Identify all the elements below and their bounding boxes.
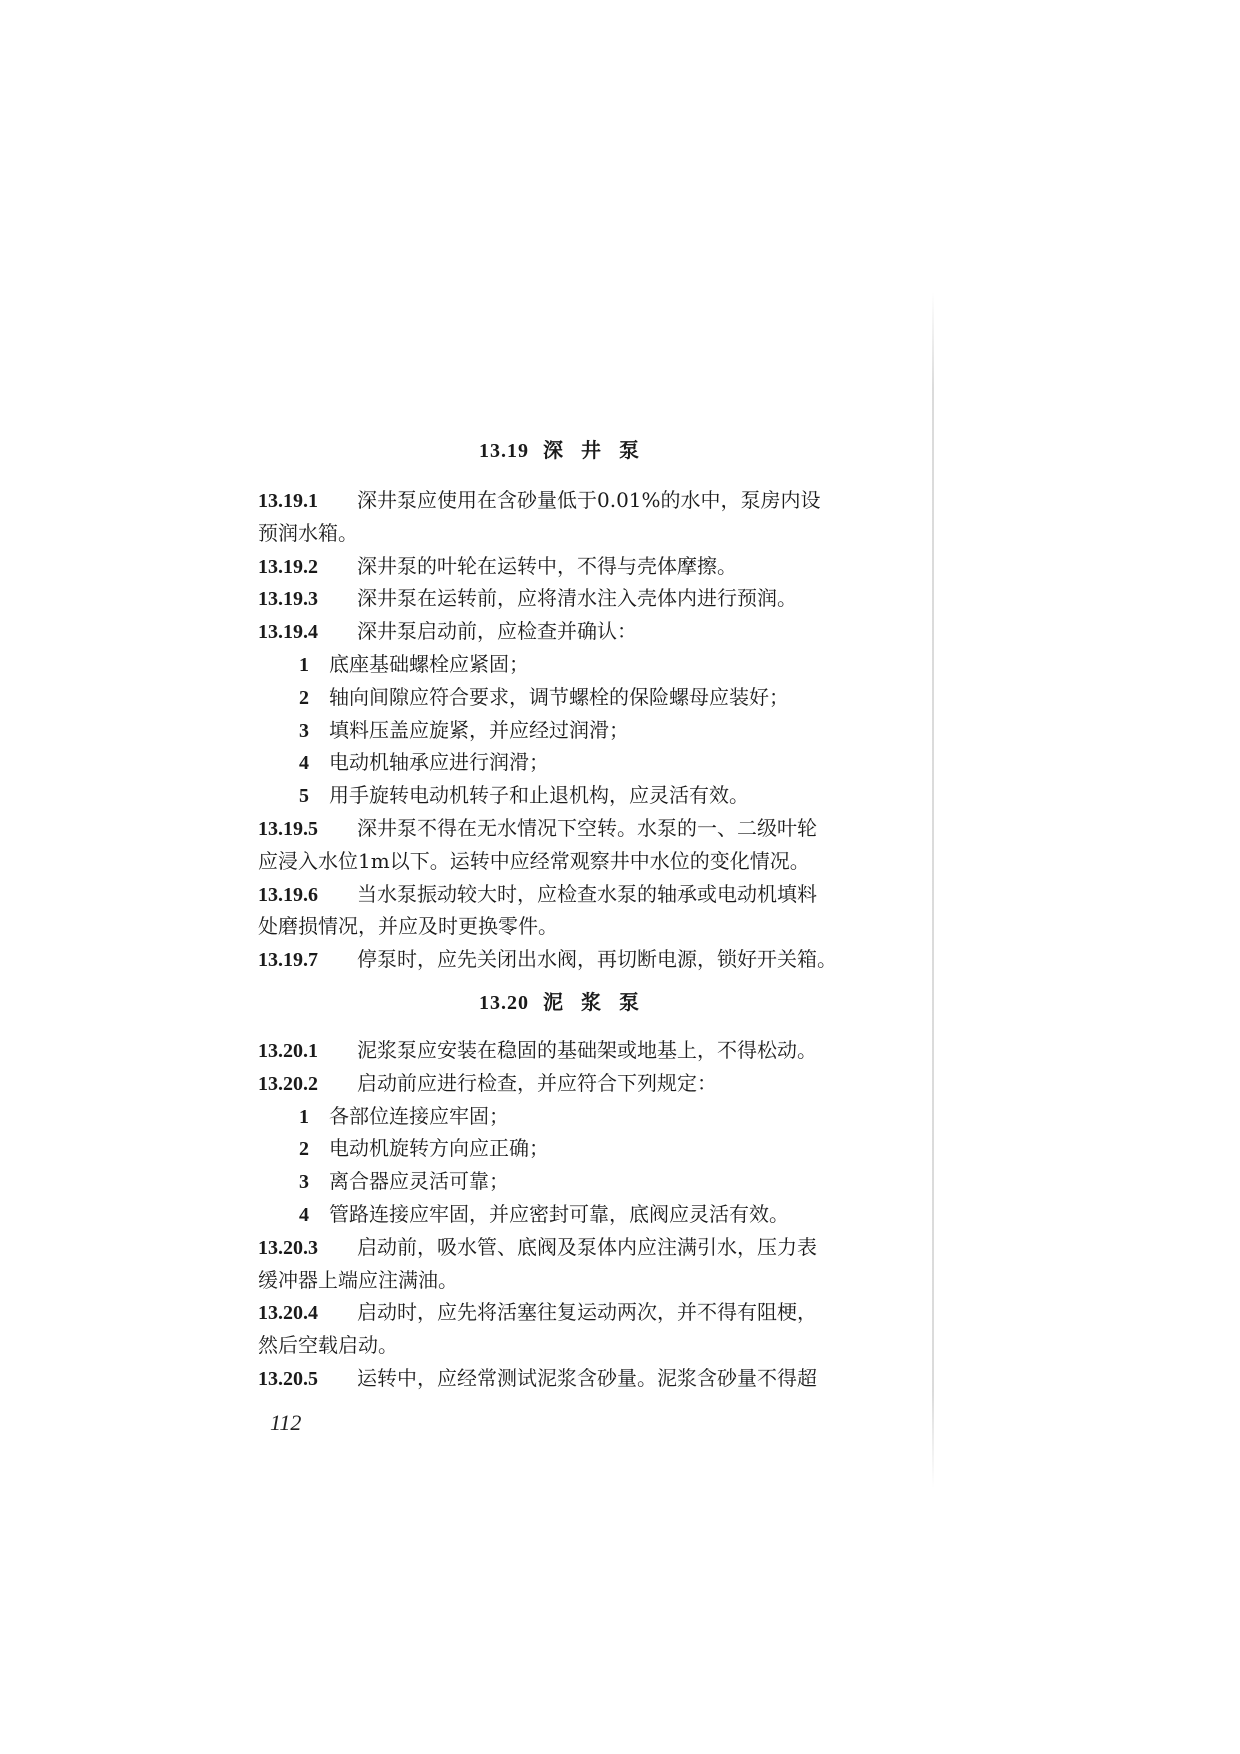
item-text: 底座基础螺栓应紧固； [329,651,529,676]
clause-13-19-1 [258,484,878,550]
list-item [258,1165,878,1198]
item-text: 用手旋转电动机转子和止退机构，应灵活有效。 [329,783,749,808]
item-text: 离合器应灵活可靠； [329,1169,509,1194]
clause-text-continued: 应浸入水位1m以下。运转中应经常观察井中水位的变化情况。 [258,848,810,873]
item-number: 3 [299,719,309,742]
item-text: 电动机旋转方向应正确； [329,1136,549,1161]
section-heading-13-19: 13.19 深井泵 [479,438,657,462]
clause-text-continued: 缓冲器上端应注满油。 [258,1267,458,1292]
clause-text: 停泵时，应先关闭出水阀，再切断电源，锁好开关箱。 [357,947,837,972]
item-number: 1 [299,653,309,676]
list-item [258,1198,878,1231]
clause-text: 深井泵应使用在含砂量低于0.01%的水中，泵房内设 [357,488,821,512]
list-item [258,1100,878,1133]
item-text: 轴向间隙应符合要求，调节螺栓的保险螺母应装好； [329,684,789,709]
clause-13-20-2 [258,1067,878,1231]
clause-13-19-6 [258,878,878,944]
item-number: 2 [299,686,309,709]
item-number: 1 [299,1105,309,1128]
clause-13-20-1 [258,1034,878,1067]
scan-page-edge [932,292,934,1488]
clause-text: 启动前应进行检查，并应符合下列规定： [357,1070,717,1095]
item-number: 3 [299,1171,309,1194]
clause-text-continued: 然后空载启动。 [258,1333,398,1358]
clause-13-19-7 [258,943,878,976]
section-heading-13-20: 13.20 泥浆泵 [479,989,657,1014]
clause-number: 13.20.2 [258,1072,318,1095]
clause-number: 13.19.2 [258,555,318,578]
list-item [258,746,878,779]
page-number: 112 [270,1410,302,1435]
clause-number: 13.19.6 [258,883,318,906]
clause-text: 深井泵启动前，应检查并确认： [357,619,637,644]
clause-text: 泥浆泵应安装在稳固的基础架或地基上，不得松动。 [357,1037,817,1062]
item-text: 电动机轴承应进行润滑； [329,750,549,775]
list-item [258,779,878,812]
clause-number: 13.20.3 [258,1236,318,1259]
clause-text-continued: 预润水箱。 [258,520,358,545]
list-item [258,1132,878,1165]
clause-text: 当水泵振动较大时，应检查水泵的轴承或电动机填料 [357,881,817,906]
clause-13-20-4 [258,1296,878,1362]
list-item [258,681,878,714]
clause-number: 13.19.5 [258,817,318,840]
clause-text: 运转中，应经常测试泥浆含砂量。泥浆含砂量不得超 [357,1365,817,1390]
clause-text: 深井泵在运转前，应将清水注入壳体内进行预润。 [357,586,797,611]
item-text: 各部位连接应牢固； [329,1103,509,1128]
clause-number: 13.19.1 [258,490,318,512]
clause-text: 深井泵不得在无水情况下空转。水泵的一、二级叶轮 [357,815,817,840]
list-item [258,714,878,747]
item-text: 管路连接应牢固，并应密封可靠，底阀应灵活有效。 [329,1201,789,1226]
clause-13-19-5 [258,812,878,878]
clause-text: 启动前，吸水管、底阀及泵体内应注满引水，压力表 [357,1234,817,1259]
clause-number: 13.19.3 [258,588,318,611]
clause-text: 启动时，应先将活塞往复运动两次，并不得有阻梗， [357,1300,817,1325]
item-number: 4 [299,1203,309,1226]
item-number: 2 [299,1138,309,1161]
list-item [258,648,878,681]
clause-text-continued: 处磨损情况，并应及时更换零件。 [258,914,558,939]
clause-number: 13.19.4 [258,621,318,644]
item-number: 4 [299,752,309,775]
clause-number: 13.20.5 [258,1367,318,1390]
item-text: 填料压盖应旋紧，并应经过润滑； [329,717,629,742]
clause-text: 深井泵的叶轮在运转中，不得与壳体摩擦。 [357,553,737,578]
clause-13-20-5 [258,1362,878,1395]
clause-13-19-3 [258,582,878,615]
clause-number: 13.19.7 [258,949,318,972]
clause-number: 13.20.1 [258,1039,318,1062]
clause-13-19-2 [258,550,878,583]
clause-13-19-4 [258,615,878,812]
document-body [258,430,878,1395]
item-number: 5 [299,785,309,808]
clause-13-20-3 [258,1231,878,1297]
clause-number: 13.20.4 [258,1302,318,1325]
